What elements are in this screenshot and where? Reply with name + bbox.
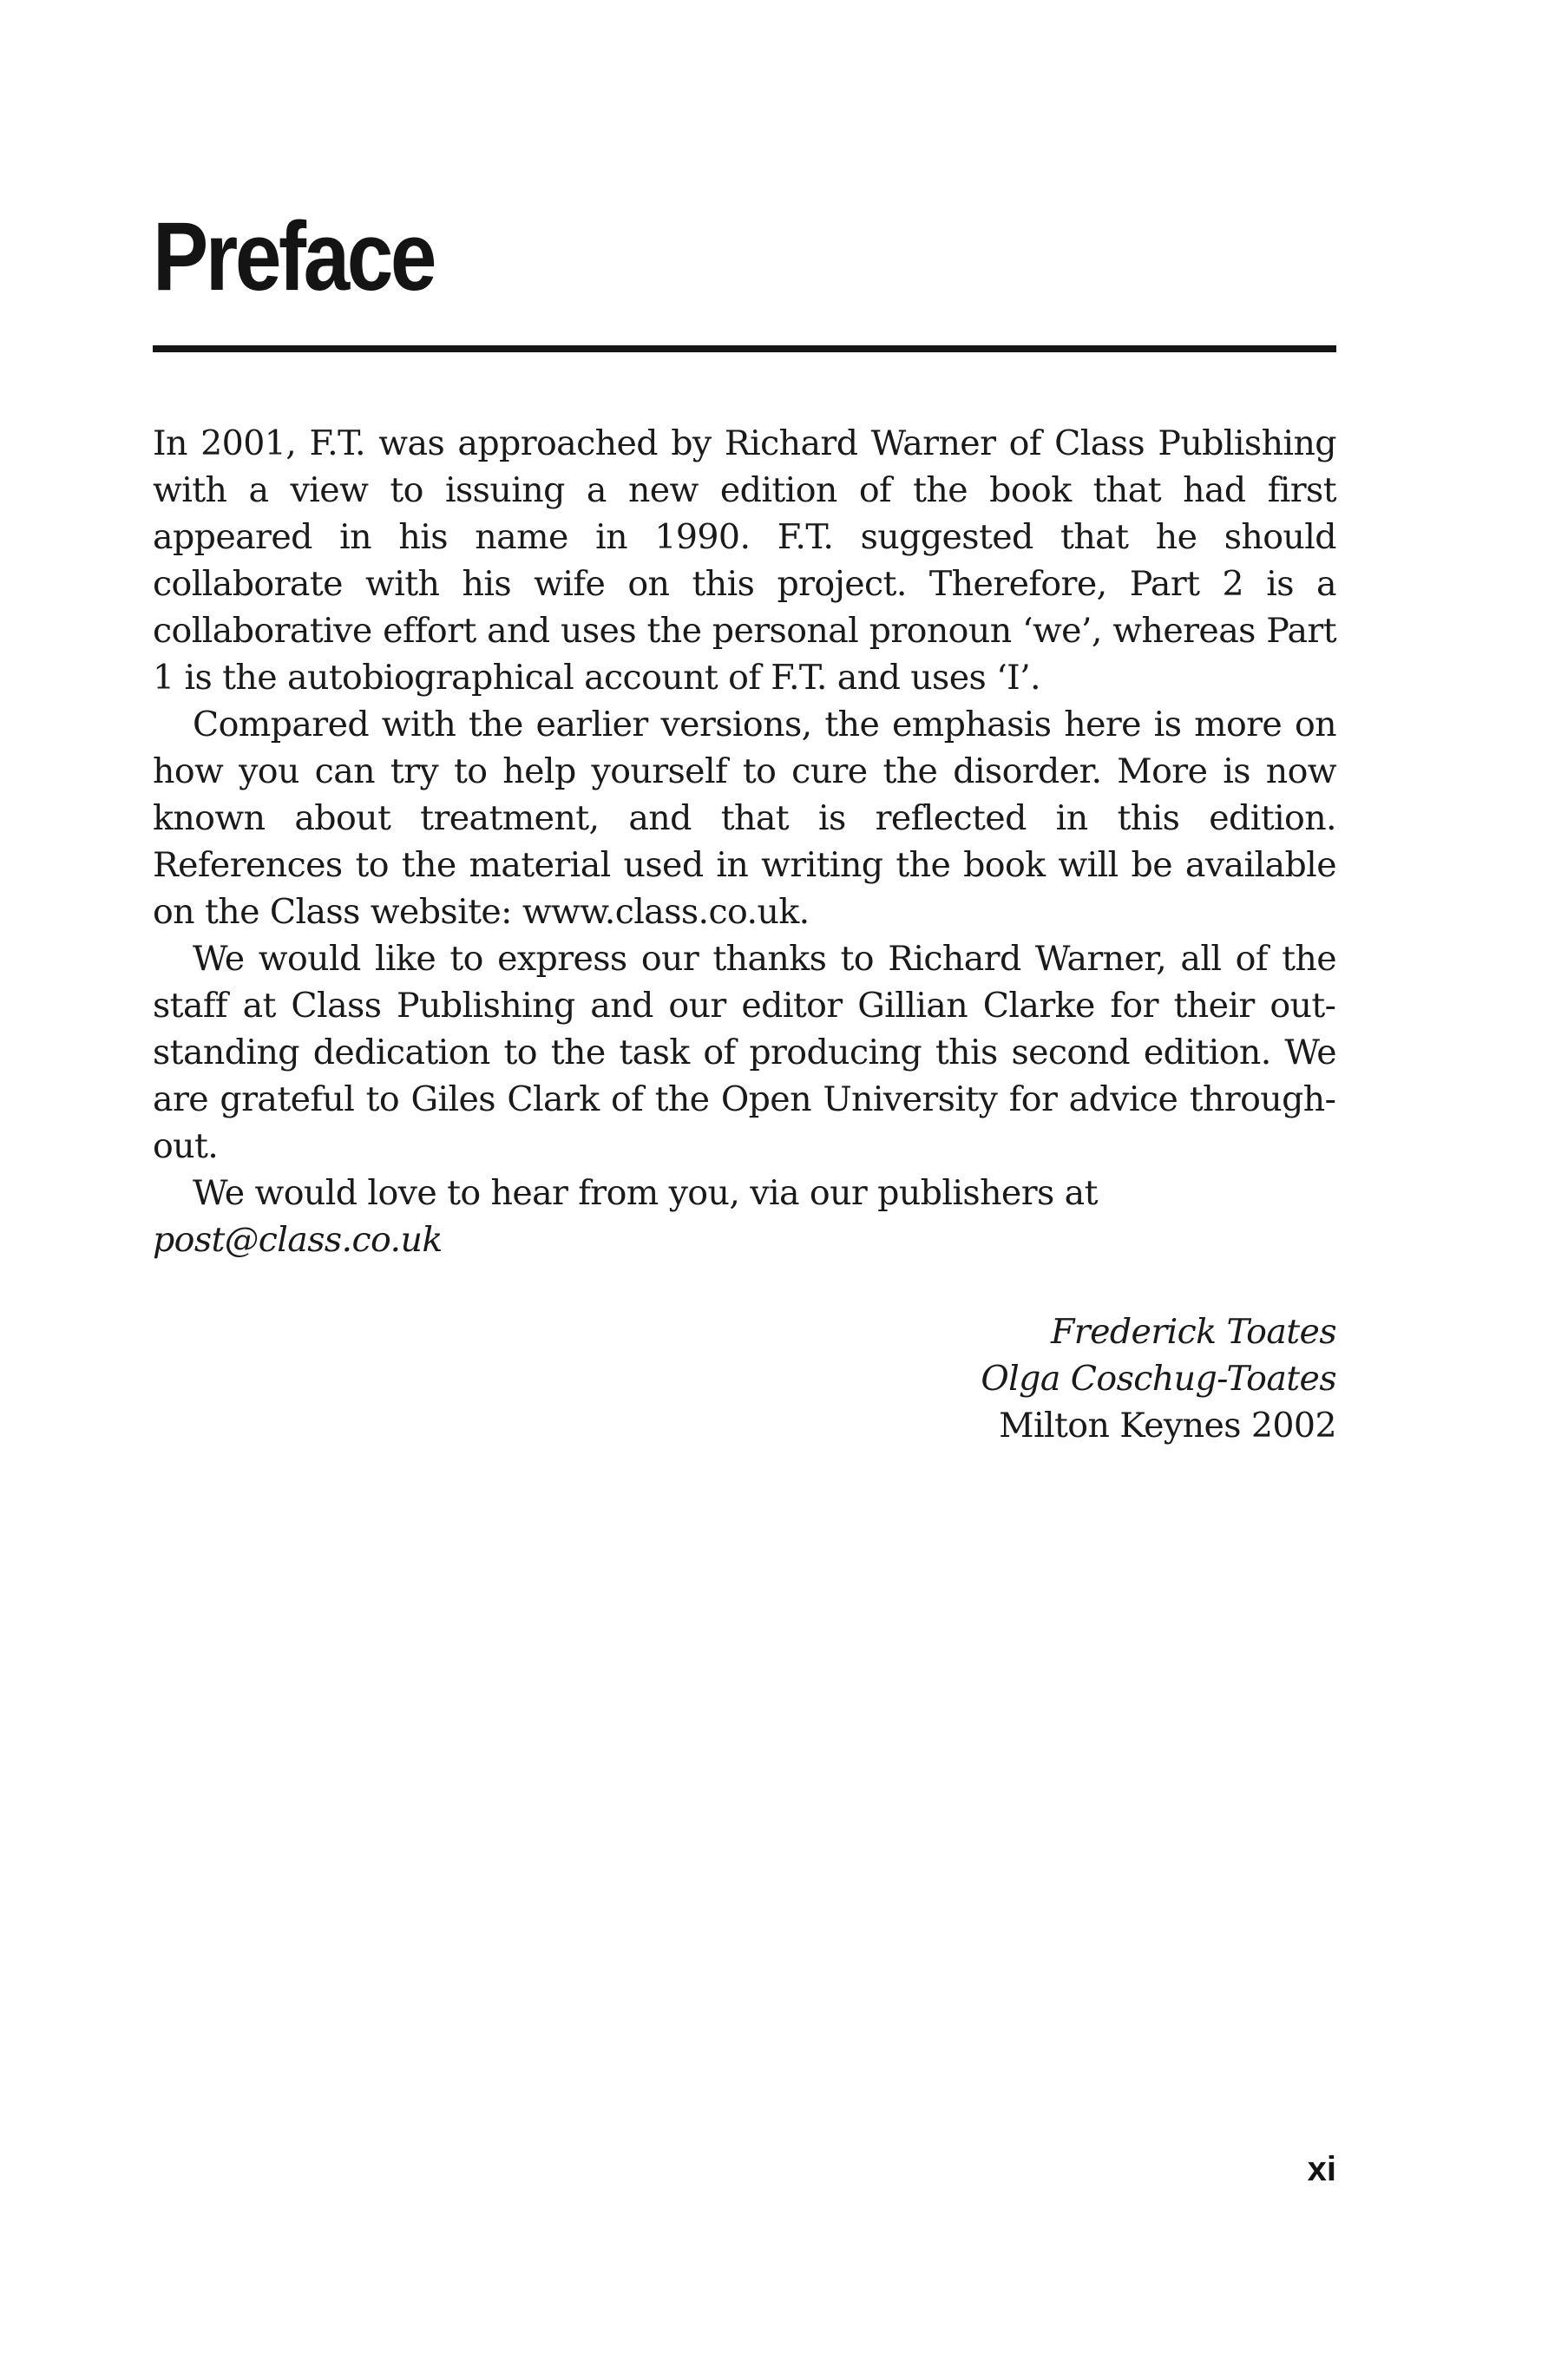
publisher-email: post@class.co.uk bbox=[153, 1220, 443, 1260]
place-year: Milton Keynes 2002 bbox=[999, 1406, 1336, 1446]
author-name-2: Olga Coschug-Toates bbox=[981, 1359, 1336, 1399]
paragraph-2: Compared with the earlier versions, the emphasis here is more on how you can try to help yourself to cure the disorder. More is now known about treatment, and that is reflected in this edition. References to the material used in writing the book will be available on the Class website: www.class.co.uk. bbox=[153, 705, 1336, 932]
paragraph-3: We would like to express our thanks to Richard Warner, all of the staff at Class Publishing and our editor Gillian Clarke for their outstanding dedication to the task of producing this second edition. We are grateful to Giles Clark of the Open University for advice throughout. bbox=[153, 939, 1336, 1166]
page-title: Preface bbox=[153, 202, 435, 311]
preface-body bbox=[153, 420, 1336, 1263]
paragraph-4 bbox=[153, 1170, 1336, 1263]
paragraph-1: In 2001, F.T. was approached by Richard Warner of Class Publishing with a view to issuing a new edition of the book that had first appeared in his name in 1990. F.T. suggested that he should collaborate with his wife on this project. Therefore, Part 2 is a collaborative effort and uses the personal pronoun ‘we’, whereas Part 1 is the autobiographical account of F.T. and uses ‘I’. bbox=[153, 423, 1336, 698]
author-name-1: Frederick Toates bbox=[1051, 1312, 1336, 1352]
signoff-block bbox=[981, 1308, 1336, 1449]
paragraph-4-text: We would love to hear from you, via our publishers at bbox=[193, 1173, 1098, 1213]
page-number: xi bbox=[1307, 2150, 1336, 2188]
book-page bbox=[153, 0, 1336, 2367]
title-rule bbox=[153, 345, 1336, 352]
